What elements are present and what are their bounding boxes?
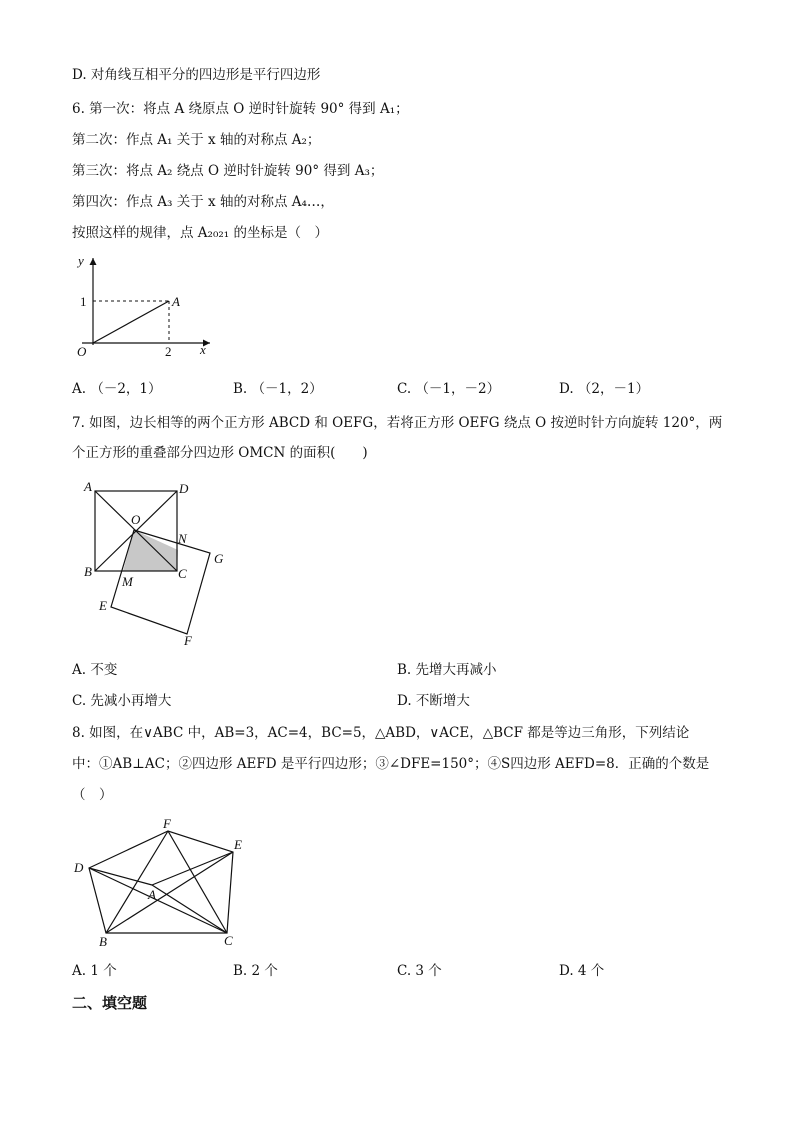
label-G: G (214, 551, 224, 566)
q6-stem-line-2: 第二次：作点 A₁ 关于 x 轴的对称点 A₂； (72, 132, 321, 148)
q6-option-a[interactable]: A. （－2，1） (72, 381, 162, 397)
q8-option-a[interactable]: A. 1 个 (72, 963, 117, 979)
q8-option-c[interactable]: C. 3 个 (397, 963, 442, 979)
q8-option-b[interactable]: B. 2 个 (233, 963, 278, 979)
q8-stem-line-2: 中：①AB⊥AC；②四边形 AEFD 是平行四边形；③∠DFE=150°；④S四边形 AEFD=8．正确的个数是 (72, 756, 710, 772)
section-title-fill-in: 二、填空题 (72, 994, 148, 1012)
q6-stem-line-4: 第四次：作点 A₃ 关于 x 轴的对称点 A₄…， (72, 194, 334, 210)
q8-triangles-figure (72, 815, 262, 955)
q7-option-b[interactable]: B. 先增大再减小 (397, 662, 497, 678)
q7-stem-line-1: 7. 如图，边长相等的两个正方形 ABCD 和 OEFG，若将正方形 OEFG 绕点 O 按逆时针方向旋转 120°，两 (72, 415, 723, 431)
label-M: M (122, 574, 133, 589)
q8-stem-line-3: （ ） (72, 787, 113, 803)
label-B: B (84, 564, 92, 579)
label-C: C (224, 933, 233, 948)
label-F: F (163, 816, 171, 831)
label-N: N (178, 531, 187, 546)
q6-stem-line-3: 第三次：将点 A₂ 绕点 O 逆时针旋转 90° 得到 A₃； (72, 163, 384, 179)
origin-label: O (77, 344, 87, 359)
q6-option-d[interactable]: D. （2，－1） (559, 381, 650, 397)
segment-FC (168, 831, 227, 933)
label-D: D (74, 860, 84, 875)
tick-x-2: 2 (165, 344, 172, 359)
q6-stem-line-5: 按照这样的规律，点 A₂₀₂₁ 的坐标是（ ） (72, 225, 328, 241)
label-A: A (148, 887, 156, 902)
label-A: A (84, 479, 92, 494)
segment-EA (152, 852, 233, 885)
segment-OA (93, 301, 169, 343)
segment-EB (106, 852, 233, 933)
q8-stem-line-1: 8. 如图，在∨ABC 中，AB=3，AC=4，BC=5，△ABD，∨ACE，△BCF 都是等边三角形，下列结论 (72, 725, 690, 741)
q8-option-d[interactable]: D. 4 个 (559, 963, 605, 979)
point-A-label: A (172, 294, 180, 309)
q7-stem-line-2: 个正方形的重叠部分四边形 OMCN 的面积( ) (72, 445, 368, 461)
y-axis-label: y (78, 253, 84, 268)
q7-option-c[interactable]: C. 先减小再增大 (72, 693, 172, 709)
q6-option-c[interactable]: C. （－1，－2） (397, 381, 501, 397)
x-axis-label: x (200, 342, 206, 357)
label-D: D (179, 481, 189, 496)
segment-AC (152, 885, 227, 933)
q5-option-d: D. 对角线互相平分的四边形是平行四边形 (72, 67, 321, 83)
q7-squares-figure (72, 475, 242, 650)
q6-option-b[interactable]: B. （－1，2） (233, 381, 323, 397)
label-E: E (234, 837, 242, 852)
label-E: E (99, 598, 107, 613)
q6-stem-line-1: 6. 第一次：将点 A 绕原点 O 逆时针旋转 90° 得到 A₁； (72, 101, 409, 117)
label-O: O (131, 512, 141, 527)
tick-y-1: 1 (80, 294, 87, 309)
q7-option-a[interactable]: A. 不变 (72, 662, 118, 678)
label-B: B (99, 934, 107, 949)
label-F: F (184, 633, 192, 648)
q7-option-d[interactable]: D. 不断增大 (397, 693, 470, 709)
label-C: C (178, 566, 187, 581)
outline-D-F-E-C-B (89, 831, 233, 933)
q6-coordinate-figure (72, 250, 222, 365)
